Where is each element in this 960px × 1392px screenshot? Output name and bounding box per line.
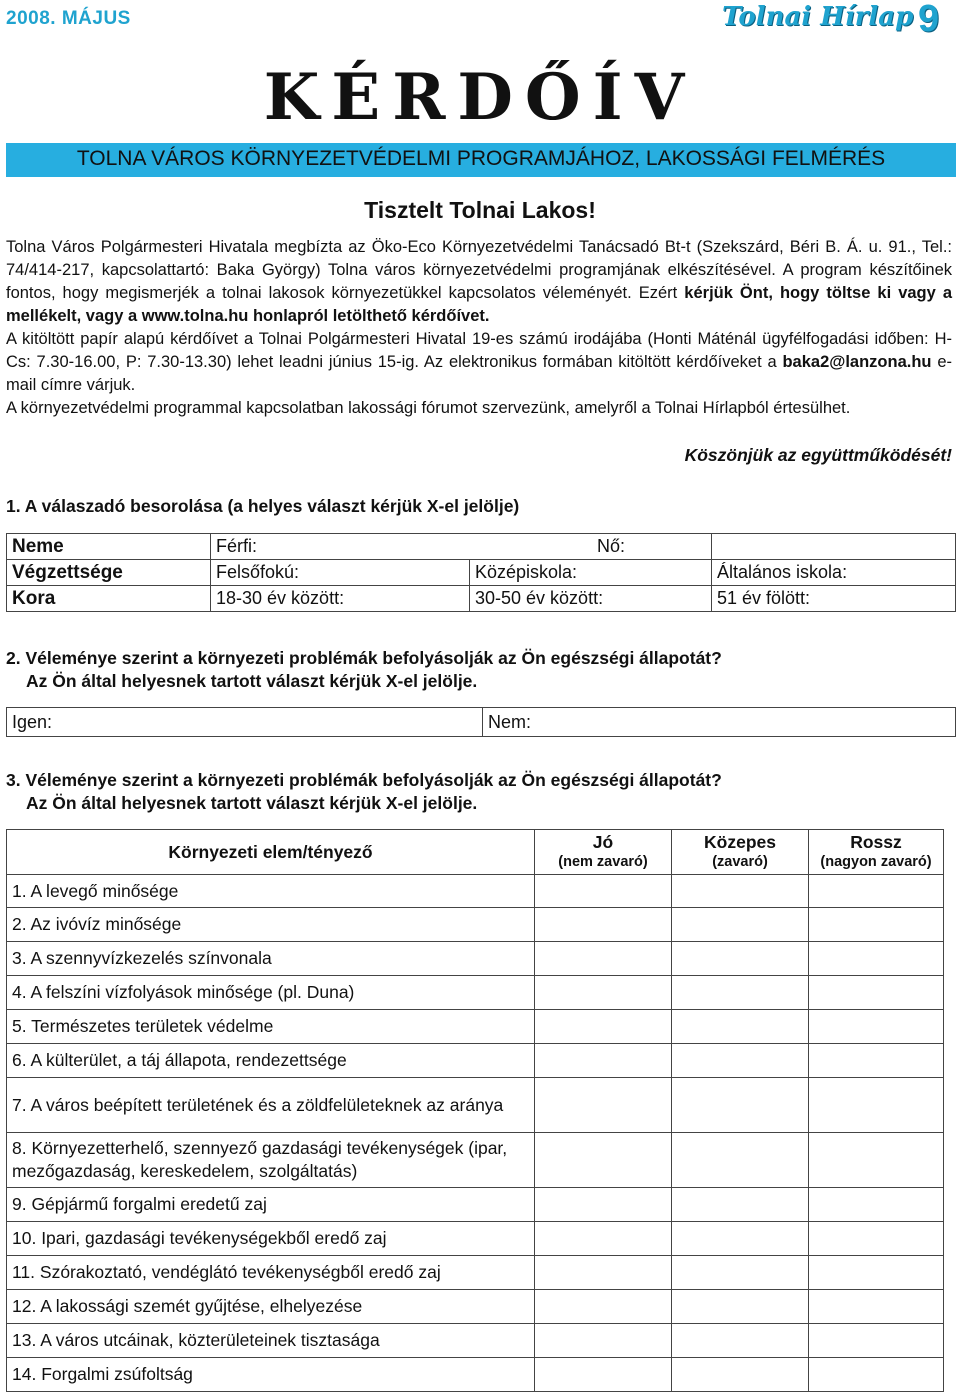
factor-label: 10. Ipari, gazdasági tevékenységekből eredő zaj [7, 1222, 535, 1256]
table-row [7, 1222, 944, 1256]
table-row [7, 908, 944, 942]
education-higher-cell[interactable]: Felsőfokú: [211, 560, 470, 586]
rating-table-body [7, 875, 944, 1392]
rating-cell-good[interactable] [535, 976, 672, 1010]
answer-no-cell[interactable]: Nem: [483, 708, 956, 737]
factor-label: 1. A levegő minősége [7, 875, 535, 908]
rating-medium-label: Közepes [704, 832, 776, 852]
factor-label: 14. Forgalmi zsúfoltság [7, 1358, 535, 1392]
table-row [7, 942, 944, 976]
rating-medium-sub: (zavaró) [712, 854, 768, 870]
question-3-line-2: Az Ön által helyesnek tartott választ kérjük X-el jelölje. [26, 793, 478, 813]
rating-cell-bad[interactable] [809, 1010, 944, 1044]
rating-cell-medium[interactable] [672, 1044, 809, 1078]
rating-cell-medium[interactable] [672, 1222, 809, 1256]
table-row [7, 875, 944, 908]
rating-cell-medium[interactable] [672, 1290, 809, 1324]
rating-bad-label: Rossz [850, 832, 902, 852]
table-row [7, 708, 956, 737]
column-header-bad [809, 830, 944, 875]
rating-cell-good[interactable] [535, 1188, 672, 1222]
newspaper-logo: Tolnai Hírlap [722, 2, 914, 32]
rating-cell-good[interactable] [535, 942, 672, 976]
question-3-line-1: 3. Véleménye szerint a környezeti problémák befolyásolják az Ön egészségi állapotát? [6, 770, 722, 790]
intro-paragraph-3: A környezetvédelmi programmal kapcsolatban lakossági fórumot szervezünk, amelyről a Tolnai Hírlapból értesülhet. [6, 399, 851, 417]
column-header-good [535, 830, 672, 875]
table-header-row [7, 830, 944, 875]
age-51-plus-cell[interactable]: 51 év fölött: [712, 586, 956, 612]
rating-cell-good[interactable] [535, 1044, 672, 1078]
row-label-gender: Neme [7, 534, 211, 560]
gender-female-cell[interactable] [597, 534, 956, 560]
health-impact-table [6, 707, 956, 737]
factor-label: 4. A felszíni vízfolyások minősége (pl. Duna) [7, 976, 535, 1010]
factor-label: 8. Környezetterhelő, szennyező gazdasági tevékenységek (ipar, mezőgazdaság, kereskedelem, szolgáltatás) [7, 1133, 535, 1188]
rating-cell-medium[interactable] [672, 1188, 809, 1222]
table-row [7, 560, 956, 586]
gender-male-cell[interactable]: Férfi: [211, 534, 712, 560]
issue-date: 2008. MÁJUS [6, 8, 131, 29]
education-primary-cell[interactable]: Általános iskola: [712, 560, 956, 586]
respondent-classification-table [6, 533, 956, 612]
rating-cell-bad[interactable] [809, 1078, 944, 1133]
factor-label: 11. Szórakoztató, vendéglátó tevékenységből eredő zaj [7, 1256, 535, 1290]
rating-cell-good[interactable] [535, 1324, 672, 1358]
rating-cell-bad[interactable] [809, 1133, 944, 1188]
rating-cell-good[interactable] [535, 1010, 672, 1044]
column-header-factor: Környezeti elem/tényező [7, 830, 535, 875]
factor-label: 9. Gépjármű forgalmi eredetű zaj [7, 1188, 535, 1222]
rating-cell-good[interactable] [535, 908, 672, 942]
answer-yes-cell[interactable]: Igen: [7, 708, 483, 737]
column-header-medium [672, 830, 809, 875]
rating-cell-good[interactable] [535, 1133, 672, 1188]
rating-cell-bad[interactable] [809, 976, 944, 1010]
table-row [7, 1133, 944, 1188]
factor-label: 2. Az ivóvíz minősége [7, 908, 535, 942]
rating-cell-medium[interactable] [672, 908, 809, 942]
intro-text [6, 236, 952, 420]
age-18-30-cell[interactable]: 18-30 év között: [211, 586, 470, 612]
rating-cell-medium[interactable] [672, 1358, 809, 1392]
table-row [7, 1290, 944, 1324]
question-2-title [6, 647, 722, 693]
greeting: Tisztelt Tolnai Lakos! [364, 197, 596, 223]
subtitle-text: TOLNA VÁROS KÖRNYEZETVÉDELMI PROGRAMJÁHOZ, LAKOSSÁGI FELMÉRÉS [76, 147, 886, 170]
row-label-age: Kora [7, 586, 211, 612]
factor-label: 12. A lakossági szemét gyűjtése, elhelyezése [7, 1290, 535, 1324]
factor-label: 7. A város beépített területének és a zöldfelületeknek az aránya [7, 1078, 535, 1133]
factor-label: 6. A külterület, a táj állapota, rendezettsége [7, 1044, 535, 1078]
table-row [7, 1188, 944, 1222]
rating-cell-medium[interactable] [672, 1324, 809, 1358]
rating-cell-good[interactable] [535, 1358, 672, 1392]
gender-female-label: Nő: [597, 536, 626, 556]
rating-cell-medium[interactable] [672, 976, 809, 1010]
rating-cell-good[interactable] [535, 1222, 672, 1256]
rating-cell-bad[interactable] [809, 1290, 944, 1324]
rating-cell-bad[interactable] [809, 908, 944, 942]
question-3-title [6, 769, 722, 815]
environment-rating-table [6, 829, 944, 1392]
rating-cell-bad[interactable] [809, 1358, 944, 1392]
rating-bad-sub: (nagyon zavaró) [820, 854, 932, 870]
intro-paragraph-1 [6, 236, 952, 328]
factor-label: 3. A szennyvízkezelés színvonala [7, 942, 535, 976]
table-row [7, 1010, 944, 1044]
rating-cell-good[interactable] [535, 1078, 672, 1133]
rating-cell-bad[interactable] [809, 1256, 944, 1290]
rating-cell-medium[interactable] [672, 1133, 809, 1188]
question-2-line-2: Az Ön által helyesnek tartott választ kérjük X-el jelölje. [26, 671, 478, 691]
rating-good-label: Jó [592, 832, 614, 852]
rating-cell-medium[interactable] [672, 1078, 809, 1133]
factor-label: 13. A város utcáinak, közterületeinek tisztasága [7, 1324, 535, 1358]
page-header [0, 0, 960, 42]
table-row [7, 1078, 944, 1133]
email-address[interactable]: baka2@lanzona.hu [782, 353, 932, 371]
question-1-title: 1. A válaszadó besorolása (a helyes választ kérjük X-el jelölje) [6, 496, 520, 516]
question-2-line-1: 2. Véleménye szerint a környezeti problémák befolyásolják az Ön egészségi állapotát? [6, 648, 722, 668]
intro-p1-text: Tolna Város Polgármesteri Hivatala megbízta az Öko-Eco Környezetvédelmi Tanácsadó Bt-t (Szekszárd, Béri B. Á. u. 91., Tel.: 74/414-217, kapcsolattartó: Baka György) Tolna város környezetvédelmi programjának elkészítésével. A program készítőinek fontos, hogy megismerjék a tolnai lakosok környezetükkel kapcsolatos véleményét. Ezért [6, 238, 952, 302]
rating-cell-bad[interactable] [809, 942, 944, 976]
rating-cell-bad[interactable] [809, 1188, 944, 1222]
thanks-note: Köszönjük az együttműködését! [684, 445, 952, 465]
page-number: 9 [918, 0, 940, 40]
table-row [7, 534, 956, 560]
rating-cell-bad[interactable] [809, 1324, 944, 1358]
table-row [7, 586, 956, 612]
page-title: KÉRDŐÍV [263, 60, 697, 135]
subtitle-banner [6, 143, 956, 177]
intro-p1-bold: kérjük Önt, hogy töltse ki vagy a mellékelt, vagy a www.tolna.hu honlapról letölthető kérdőívet. [6, 284, 952, 325]
age-30-50-cell[interactable]: 30-50 év között: [470, 586, 712, 612]
rating-good-sub: (nem zavaró) [558, 854, 648, 870]
rating-cell-good[interactable] [535, 1256, 672, 1290]
intro-p2-text: A kitöltött papír alapú kérdőívet a Tolnai Polgármesteri Hivatal 19-es számú irodájába (Honti Máténál ügyfélfogadási időben: H-Cs: 7.30-16.00, P: 7.30-13.30) lehet leadni június 15-ig. Az elektronikus formában kitöltött kérdőíveket a [6, 330, 952, 371]
rating-cell-bad[interactable] [809, 1044, 944, 1078]
rating-cell-bad[interactable] [809, 875, 944, 908]
rating-cell-bad[interactable] [809, 1222, 944, 1256]
rating-cell-good[interactable] [535, 1290, 672, 1324]
table-row [7, 1256, 944, 1290]
intro-p2-end: e-mail címre várjuk. [6, 353, 952, 394]
table-row [7, 976, 944, 1010]
rating-cell-medium[interactable] [672, 875, 809, 908]
rating-cell-medium[interactable] [672, 1010, 809, 1044]
education-secondary-cell[interactable]: Középiskola: [470, 560, 712, 586]
rating-cell-medium[interactable] [672, 942, 809, 976]
table-row [7, 1358, 944, 1392]
factor-label: 5. Természetes területek védelme [7, 1010, 535, 1044]
rating-cell-medium[interactable] [672, 1256, 809, 1290]
table-row [7, 1324, 944, 1358]
table-row [7, 1044, 944, 1078]
intro-paragraph-2 [6, 328, 952, 397]
row-label-education: Végzettsége [7, 560, 211, 586]
rating-cell-good[interactable] [535, 875, 672, 908]
